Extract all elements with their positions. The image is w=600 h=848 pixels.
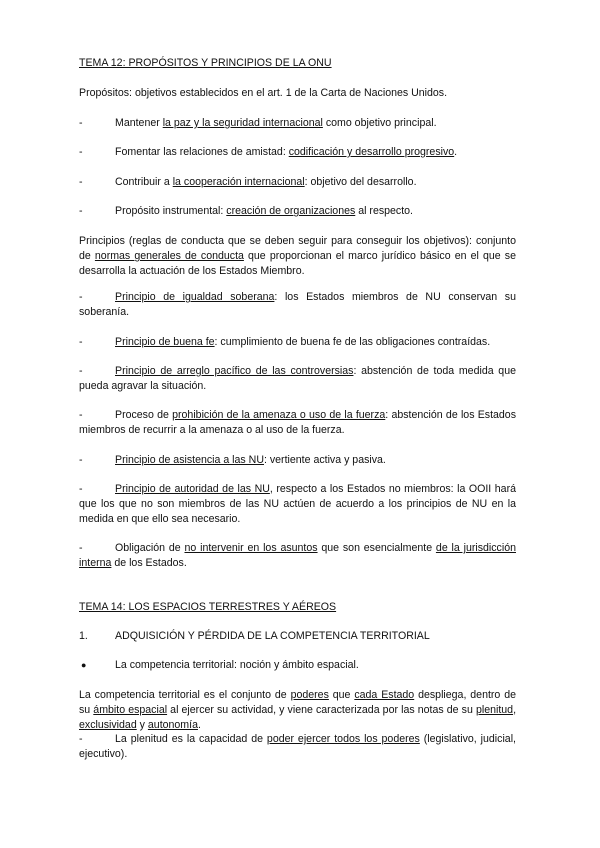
principle-item: - Principio de igualdad soberana: los Estados miembros de NU conservan su soberanía.	[79, 291, 516, 318]
principle-item: - Principio de asistencia a las NU: vertiente activa y pasiva.	[79, 454, 386, 466]
purpose-item: - Fomentar las relaciones de amistad: codificación y desarrollo progresivo.	[79, 146, 458, 158]
list-dash: -	[79, 205, 83, 217]
section1-title: TEMA 12: PROPÓSITOS Y PRINCIPIOS DE LA ONU	[79, 57, 332, 69]
heading-number: 1.	[79, 630, 88, 642]
purpose-item: - Contribuir a la cooperación internacional: objetivo del desarrollo.	[79, 176, 417, 188]
purposes-intro: Propósitos: objetivos establecidos en el art. 1 de la Carta de Naciones Unidos.	[79, 87, 448, 99]
section2-title: TEMA 14: LOS ESPACIOS TERRESTRES Y AÉREOS	[79, 601, 337, 613]
bullet-item: ● La competencia territorial: noción y ámbito espacial.	[81, 659, 359, 671]
competence-paragraph: La competencia territorial es el conjunto de poderes que cada Estado despliega, dentro de su ámbito espacial al ejercer su actividad, y viene caracterizada por las notas de su plenitud, exclusividad y autonomía.	[79, 689, 517, 731]
principle-item: - Principio de autoridad de las NU, respecto a los Estados no miembros: la OOII hará que los que no son miembros de las NU actúen de acuerdo a los principios de NU en la medida en que ello sea necesario.	[79, 483, 516, 525]
purpose-item: - Mantener la paz y la seguridad internacional como objetivo principal.	[79, 117, 437, 129]
principle-item: - Principio de buena fe: cumplimiento de buena fe de las obligaciones contraídas.	[79, 336, 491, 348]
heading-text: ADQUISICIÓN Y PÉRDIDA DE LA COMPETENCIA TERRITORIAL	[115, 630, 430, 642]
principle-item: - Principio de arreglo pacífico de las controversias: abstención de toda medida que pueda agravar la situación.	[79, 365, 516, 392]
principle-item: - Obligación de no intervenir en los asuntos que son esencialmente de la jurisdicción interna de los Estados.	[79, 542, 516, 569]
section-heading	[79, 629, 516, 644]
bullet-icon: ●	[81, 660, 87, 670]
principles-intro: Principios (reglas de conducta que se deben seguir para conseguir los objetivos): conjunto de normas generales de conducta que proporcionan el marco jurídico básico en el que se desarrolla la actuación de los Estados Miembro.	[79, 235, 516, 277]
principle-item: - Proceso de prohibición de la amenaza o uso de la fuerza: abstención de los Estados miembros de recurrir a la amenaza o al uso de la fuerza.	[79, 409, 516, 436]
list-dash: -	[79, 146, 83, 158]
purpose-item: - Propósito instrumental: creación de organizaciones al respecto.	[79, 205, 413, 217]
list-dash: -	[79, 117, 83, 129]
list-dash: -	[79, 176, 83, 188]
plenitude-paragraph: - La plenitud es la capacidad de poder ejercer todos los poderes (legislativo, judicial, ejecutivo).	[79, 733, 516, 760]
